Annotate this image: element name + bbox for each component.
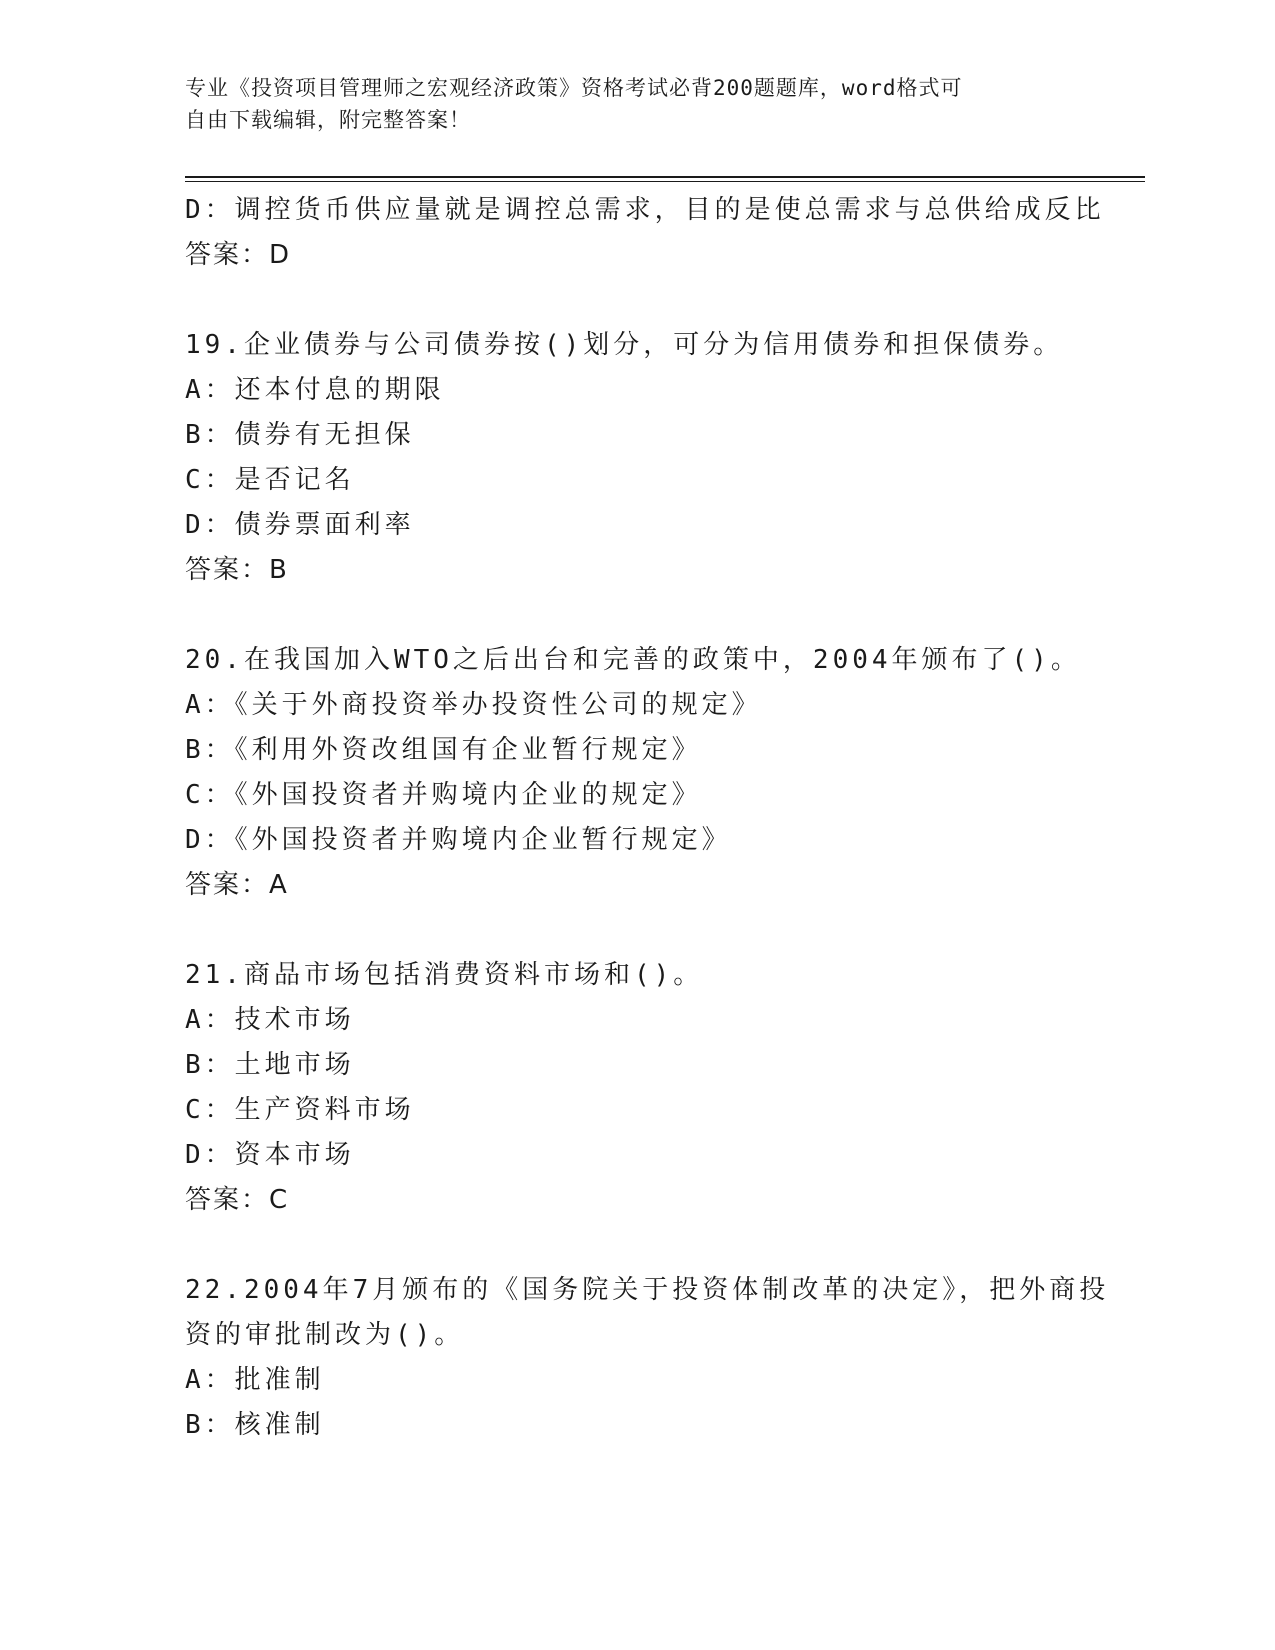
question-title-line-1: 22.2004年7月颁布的《国务院关于投资体制改革的决定》，把外商投 <box>185 1275 1110 1305</box>
answer-label: 答案：D <box>185 240 292 270</box>
header-divider-thin <box>185 181 1145 182</box>
option-b: B：核准制 <box>185 1410 325 1440</box>
question-block-20 <box>185 638 1085 908</box>
option-b: B：债券有无担保 <box>185 420 415 450</box>
option-c: C：是否记名 <box>185 465 355 495</box>
option-d: D：债券票面利率 <box>185 510 415 540</box>
question-block-18 <box>185 188 1105 278</box>
option-d: D：资本市场 <box>185 1140 355 1170</box>
option-c: C：生产资料市场 <box>185 1095 415 1125</box>
option-a: A：《关于外商投资举办投资性公司的规定》 <box>185 690 762 720</box>
question-list <box>185 188 1110 1448</box>
question-block-21 <box>185 953 1085 1223</box>
header-line-2: 自由下载编辑，附完整答案！ <box>185 108 471 132</box>
option-d: D：《外国投资者并购境内企业暂行规定》 <box>185 825 732 855</box>
option-a: A：批准制 <box>185 1365 325 1395</box>
question-title-line-2: 资的审批制改为()。 <box>185 1320 465 1350</box>
answer-label: 答案：C <box>185 1185 290 1215</box>
option-c: C：《外国投资者并购境内企业的规定》 <box>185 780 702 810</box>
answer-label: 答案：A <box>185 870 289 900</box>
option-d: D：调控货币供应量就是调控总需求，目的是使总需求与总供给成反比 <box>185 195 1105 225</box>
header-line-1: 专业《投资项目管理师之宏观经济政策》资格考试必背200题题库，word格式可 <box>185 76 963 100</box>
question-title: 21.商品市场包括消费资料市场和()。 <box>185 960 704 990</box>
option-b: B：土地市场 <box>185 1050 355 1080</box>
option-b: B：《利用外资改组国有企业暂行规定》 <box>185 735 702 765</box>
option-a: A：技术市场 <box>185 1005 355 1035</box>
question-block-22 <box>185 1268 1110 1448</box>
document-header <box>185 72 1065 136</box>
header-divider <box>185 176 1145 178</box>
question-block-19 <box>185 323 1085 593</box>
option-a: A：还本付息的期限 <box>185 375 445 405</box>
question-title: 19.企业债券与公司债券按()划分，可分为信用债券和担保债券。 <box>185 330 1064 360</box>
answer-label: 答案：B <box>185 555 289 585</box>
question-title: 20.在我国加入WTO之后出台和完善的政策中，2004年颁布了()。 <box>185 645 1081 675</box>
